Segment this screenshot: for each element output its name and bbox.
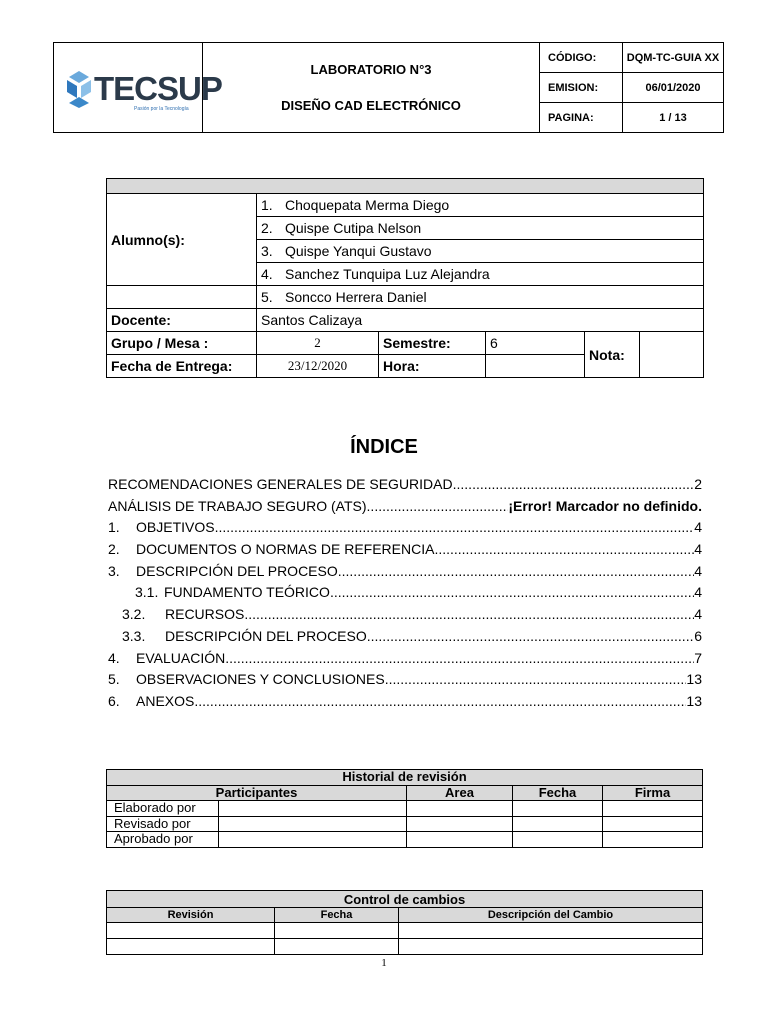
logo-cell [54,43,222,133]
tecsup-logo-icon [62,69,96,109]
hora-value [486,355,585,378]
hora-label: Hora: [379,355,486,378]
toc-item[interactable]: RECOMENDACIONES GENERALES DE SEGURIDAD ..... 2 [108,474,702,496]
empty-cell [603,832,703,848]
toc-item[interactable]: 3. DESCRIPCIÓN DEL PROCESO ..... 4 [108,561,702,583]
revisado-label: Revisado por [107,816,219,832]
table-of-contents [108,474,702,713]
toc-item[interactable]: 2. DOCUMENTOS O NORMAS DE REFERENCIA ..... 4 [108,539,702,561]
revision-history-table [106,769,703,848]
toc-item[interactable]: 3.1. FUNDAMENTO TEÓRICO ..... 4 [108,582,702,604]
student-row: 1. Choquepata Merma Diego [257,194,704,217]
aprobado-label: Aprobado por [107,832,219,848]
docente-value: Santos Calizaya [257,309,704,332]
logo-tagline: Pasión por la Tecnología [134,106,189,112]
student-row: 3. Quispe Yanqui Gustavo [257,240,704,263]
page-number: 1 [381,957,387,969]
emision-label: EMISION: [540,73,623,103]
empty-cell [107,286,257,309]
empty-cell [219,801,407,817]
toc-item[interactable]: 6. ANEXOS ..... 13 [108,691,702,713]
empty-cell [513,832,603,848]
toc-item[interactable]: ANÁLISIS DE TRABAJO SEGURO (ATS) ..... ¡Error! Marcador no definido. [108,496,702,518]
nota-value [640,332,704,378]
grupo-value: 2 [257,332,379,355]
codigo-value: DQM-TC-GUIA XX [623,43,724,73]
semestre-value: 6 [486,332,585,355]
firma-header: Firma [603,785,703,801]
emision-value: 06/01/2020 [623,73,724,103]
empty-cell [513,816,603,832]
change-control-table [106,890,703,955]
document-title [203,43,540,133]
empty-cell [107,939,275,955]
empty-cell [107,923,275,939]
grupo-label: Grupo / Mesa : [107,332,257,355]
empty-cell [407,816,513,832]
fecha-entrega-value: 23/12/2020 [257,355,379,378]
nota-label: Nota: [585,332,640,378]
student-row: 5. Soncco Herrera Daniel [257,286,704,309]
codigo-label: CÓDIGO: [540,43,623,73]
empty-cell [513,801,603,817]
empty-cell [603,801,703,817]
change-control-title: Control de cambios [107,891,703,908]
lab-title: LABORATORIO N°3 [310,61,432,77]
docente-label: Docente: [107,309,257,332]
table-header-bar [107,179,704,194]
students-table [106,178,704,378]
empty-cell [407,801,513,817]
logo-text: TECSUP [94,70,222,107]
toc-item[interactable]: 3.3. DESCRIPCIÓN DEL PROCESO ..... 6 [108,626,702,648]
empty-cell [603,816,703,832]
semestre-label: Semestre: [379,332,486,355]
student-row: 4. Sanchez Tunquipa Luz Alejandra [257,263,704,286]
revision-history-title: Historial de revisión [107,770,703,786]
student-row: 2. Quispe Cutipa Nelson [257,217,704,240]
empty-cell [219,832,407,848]
empty-cell [219,816,407,832]
document-header [53,42,724,133]
descripcion-header: Descripción del Cambio [399,908,703,923]
course-title: DISEÑO CAD ELECTRÓNICO [281,97,461,113]
index-title: ÍNDICE [350,436,418,458]
fecha-header: Fecha [513,785,603,801]
elaborado-label: Elaborado por [107,801,219,817]
area-header: Area [407,785,513,801]
empty-cell [275,939,399,955]
empty-cell [399,923,703,939]
tecsup-logo [54,43,222,132]
toc-item[interactable]: 3.2. RECURSOS ..... 4 [108,604,702,626]
change-fecha-header: Fecha [275,908,399,923]
revision-header: Revisión [107,908,275,923]
pagina-value: 1 / 13 [623,103,724,133]
empty-cell [399,939,703,955]
toc-item[interactable]: 5. OBSERVACIONES Y CONCLUSIONES ..... 13 [108,669,702,691]
toc-item[interactable]: 1. OBJETIVOS ..... 4 [108,517,702,539]
toc-item[interactable]: 4. EVALUACIÓN ..... 7 [108,648,702,670]
fecha-entrega-label: Fecha de Entrega: [107,355,257,378]
empty-cell [407,832,513,848]
pagina-label: PAGINA: [540,103,623,133]
alumnos-label: Alumno(s): [107,194,257,286]
empty-cell [275,923,399,939]
participantes-header: Participantes [107,785,407,801]
